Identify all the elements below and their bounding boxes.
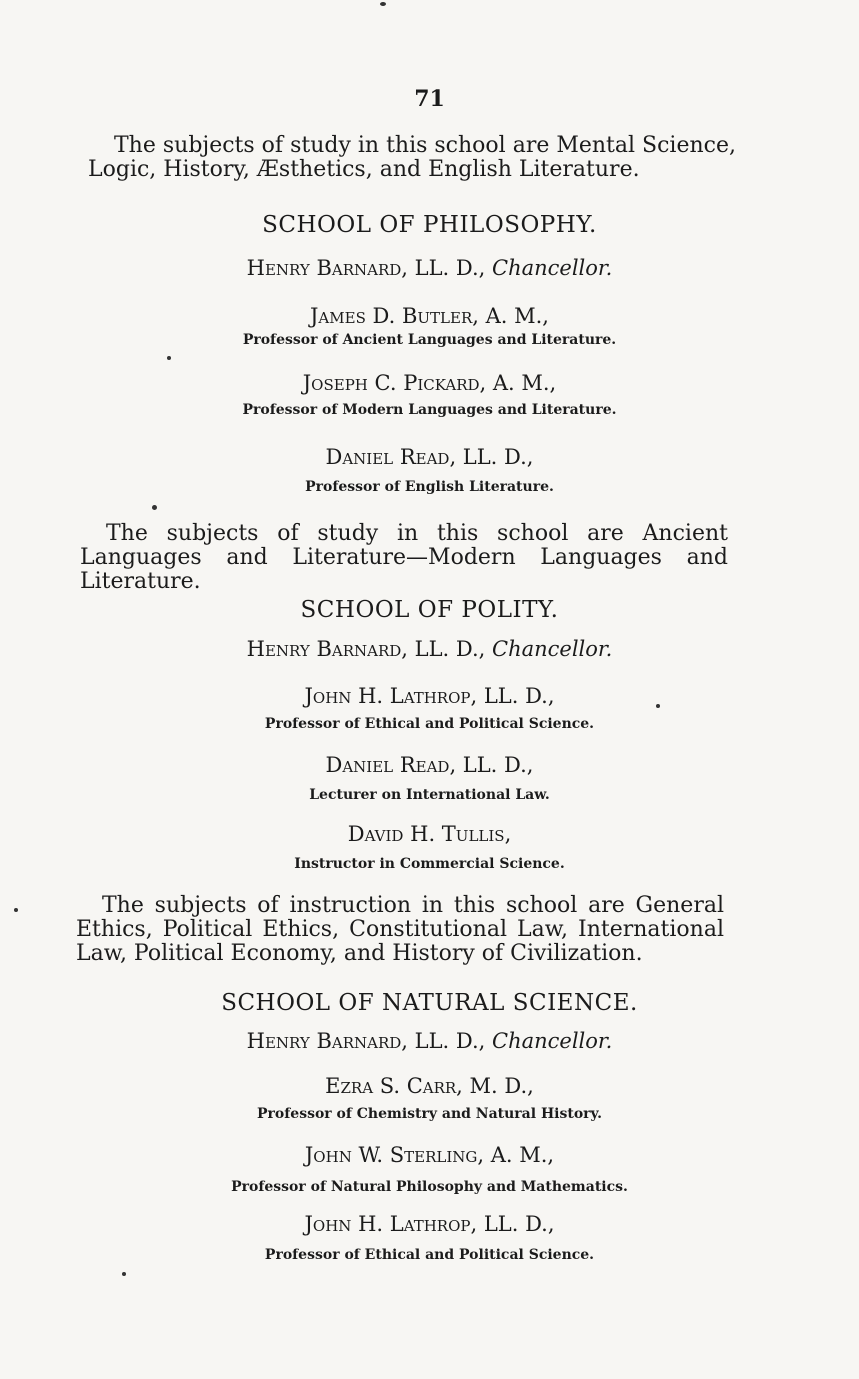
person-role: Professor of Ancient Languages and Literature. <box>242 332 617 348</box>
person-name: James D. Butler, A. M., <box>310 304 549 328</box>
chancellor-line <box>0 637 859 661</box>
person-role: Professor of Modern Languages and Literature. <box>242 402 617 418</box>
person-name: Ezra S. Carr, M. D., <box>325 1074 534 1098</box>
person-role: Professor of Natural Philosophy and Mathematics. <box>231 1179 628 1195</box>
ink-speck <box>122 1272 126 1276</box>
ink-speck <box>152 505 157 510</box>
person-name: John H. Lathrop, LL. D., <box>304 1212 555 1236</box>
ink-speck <box>167 356 171 360</box>
chancellor-title: Chancellor. <box>492 637 613 661</box>
person-role: Professor of English Literature. <box>305 479 554 495</box>
section-heading-polity: SCHOOL OF POLITY. <box>300 597 559 623</box>
person-role: Instructor in Commercial Science. <box>294 856 565 872</box>
intro-text: The subjects of study in this school are Mental Science, Logic, History, Æsthetics, and English Literature. <box>88 133 736 182</box>
ink-speck <box>380 2 386 6</box>
subjects-paragraph <box>76 894 724 966</box>
subjects-text: The subjects of study in this school are Ancient Languages and Literature—Modern Languages and Literature. <box>80 521 728 594</box>
intro-paragraph <box>88 134 736 182</box>
person-name: John H. Lathrop, LL. D., <box>304 684 555 708</box>
person-name: John W. Sterling, A. M., <box>304 1143 555 1167</box>
chancellor-name: Henry Barnard, LL. D., <box>246 637 486 661</box>
person-name: Daniel Read, LL. D., <box>325 445 534 469</box>
section-heading-philosophy: SCHOOL OF PHILOSOPHY. <box>262 212 597 238</box>
ink-speck <box>14 908 18 912</box>
person-name: Joseph C. Pickard, A. M., <box>302 371 557 395</box>
subjects-text: The subjects of instruction in this school are General Ethics, Political Ethics, Constitutional Law, International Law, Political Economy, and History of Civilization. <box>76 893 724 966</box>
chancellor-line <box>0 1029 859 1053</box>
person-role: Lecturer on International Law. <box>309 787 550 803</box>
section-heading-natural-science: SCHOOL OF NATURAL SCIENCE. <box>221 990 638 1016</box>
chancellor-line <box>0 256 859 280</box>
person-name: David H. Tullis, <box>347 822 512 846</box>
person-role: Professor of Ethical and Political Science. <box>264 716 595 732</box>
subjects-paragraph <box>80 522 728 594</box>
chancellor-name: Henry Barnard, LL. D., <box>246 256 486 280</box>
person-role: Professor of Ethical and Political Science. <box>264 1247 595 1263</box>
page-number: 71 <box>414 86 445 112</box>
chancellor-title: Chancellor. <box>492 1029 613 1053</box>
chancellor-name: Henry Barnard, LL. D., <box>246 1029 486 1053</box>
chancellor-title: Chancellor. <box>492 256 613 280</box>
person-role: Professor of Chemistry and Natural History. <box>257 1106 602 1122</box>
person-name: Daniel Read, LL. D., <box>325 753 534 777</box>
